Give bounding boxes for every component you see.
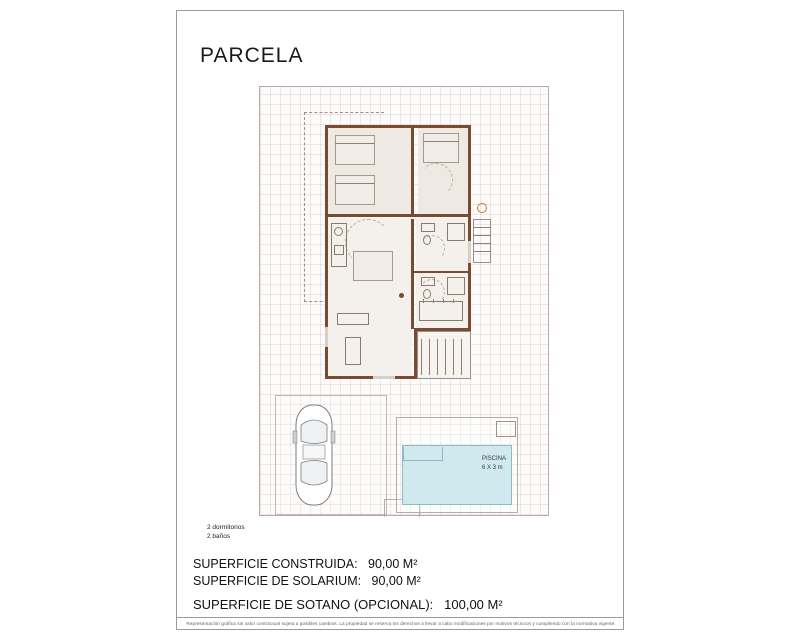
porch-rail-2 xyxy=(429,339,430,375)
window-left xyxy=(325,327,328,347)
bed-2 xyxy=(335,175,375,205)
wall-left-upper xyxy=(325,125,328,217)
spec-built-area-value: 90,00 M² xyxy=(368,557,418,571)
rooms-note-bedrooms: 2 dormitorios xyxy=(207,524,245,531)
porch-rail-3 xyxy=(437,339,438,375)
bath-2-sink xyxy=(421,277,435,286)
dining-chair-3 xyxy=(443,299,444,303)
exterior-stair xyxy=(473,219,491,263)
wall-top xyxy=(325,125,471,128)
footer-divider xyxy=(177,617,623,618)
stair-tread-3 xyxy=(473,243,491,244)
bed-1-pillow-line xyxy=(335,143,375,144)
house-footprint xyxy=(323,123,471,383)
dining-chair-2 xyxy=(433,299,434,303)
legal-disclaimer: Representación gráfica sin valor contractual sujeta a posibles cambios. La propiedad se reserva los derechos a llevar a cabo modificaciones por motivos técnicos y cumpliendo con la normativa vigente. xyxy=(186,621,616,626)
spec-built-area xyxy=(193,556,613,573)
rooms-note xyxy=(207,523,245,541)
dining-chair-1 xyxy=(423,299,424,303)
pool-label xyxy=(482,455,506,473)
door-swing-bedroom-2 xyxy=(419,163,453,197)
pool-label-line-1: PISCINA xyxy=(482,456,507,462)
spec-solarium-area xyxy=(193,573,613,590)
bath-2-wc xyxy=(423,289,431,299)
stair-tread-2 xyxy=(473,235,491,236)
bed-3-pillow-line xyxy=(423,141,459,142)
sofa xyxy=(337,313,369,325)
bed-3-double xyxy=(423,133,459,163)
living-rug xyxy=(353,251,393,281)
stair-tread-1 xyxy=(473,227,491,228)
bath-1-sink xyxy=(421,223,435,232)
column-dot xyxy=(399,293,404,298)
porch-rail-6 xyxy=(461,339,462,375)
plant-marker-icon xyxy=(477,203,487,213)
bath-1-shower xyxy=(447,223,465,241)
rooms-note-bathrooms: 2 baños xyxy=(207,533,231,540)
partition-bedrooms xyxy=(411,128,414,214)
kitchen-hob-icon xyxy=(334,245,344,255)
kitchen-sink-icon xyxy=(334,227,343,236)
coffee-table xyxy=(345,337,361,365)
spec-basement-area-label: SUPERFICIE DE SOTANO (OPCIONAL): xyxy=(193,597,434,612)
partition-living-service xyxy=(411,219,414,329)
stair-tread-4 xyxy=(473,251,491,252)
dining-table xyxy=(419,301,463,321)
car-icon xyxy=(292,403,336,507)
porch-rail-5 xyxy=(453,339,454,375)
bed-2-pillow-line xyxy=(335,183,375,184)
dining-chair-4 xyxy=(453,299,454,303)
partition-bath-split xyxy=(414,271,471,273)
wall-right-lower xyxy=(468,217,471,331)
porch-rail-1 xyxy=(421,339,422,375)
wall-bottom xyxy=(325,376,417,379)
wall-mid-horizontal xyxy=(325,214,471,217)
pool-steps xyxy=(403,447,443,461)
spec-solarium-area-label: SUPERFICIE DE SOLARIUM: xyxy=(193,574,362,588)
bed-1 xyxy=(335,135,375,165)
wall-right-upper xyxy=(468,125,471,217)
wall-left-lower xyxy=(325,217,328,379)
porch-rail-4 xyxy=(445,339,446,375)
spec-basement-area-value: 100,00 M² xyxy=(444,597,503,612)
window-right xyxy=(468,241,471,263)
bath-2-shower xyxy=(447,277,465,295)
parcel-plot xyxy=(259,86,549,516)
window-bottom xyxy=(373,376,395,379)
pool-label-line-2: 6 X 3 m xyxy=(482,465,503,471)
terrace-corner-element xyxy=(496,421,516,437)
porch-terrace xyxy=(417,331,471,379)
spec-solarium-area-value: 90,00 M² xyxy=(371,574,421,588)
page-title: PARCELA xyxy=(200,44,304,67)
spec-built-area-label: SUPERFICIE CONSTRUIDA: xyxy=(193,557,358,571)
spec-basement-area xyxy=(193,596,613,613)
surface-specs xyxy=(193,556,613,613)
bath-1-wc xyxy=(423,235,431,245)
